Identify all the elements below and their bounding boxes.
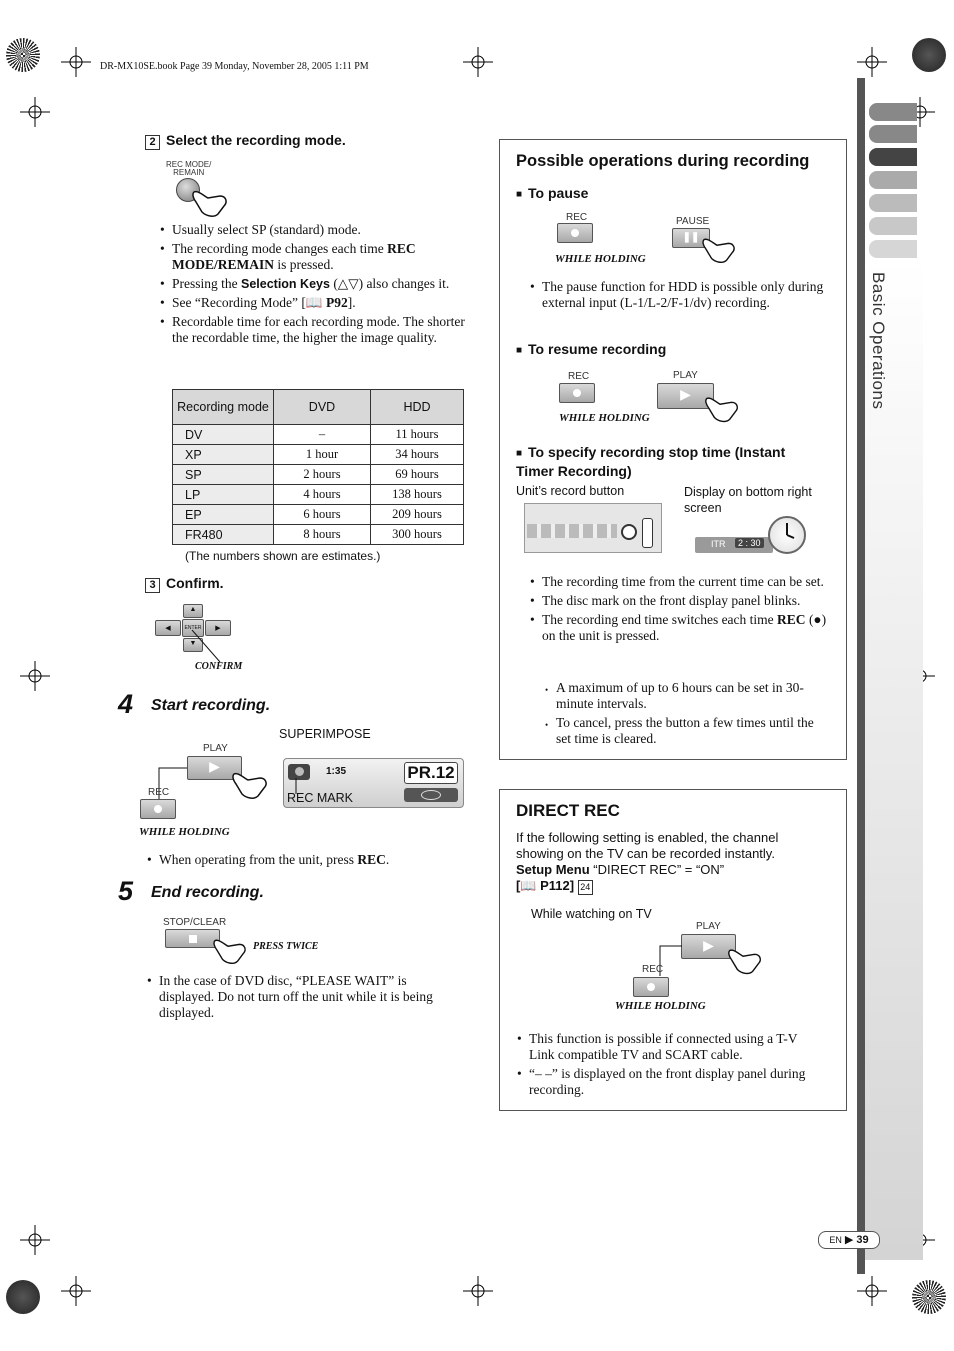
arrow-right-icon: ▶	[844, 1234, 854, 1246]
bullet-item: • The recording mode changes each time REC MODE/REMAIN is pressed.	[158, 241, 466, 273]
registration-mark	[463, 1276, 493, 1306]
itr-text: ITR	[711, 539, 726, 549]
column-header: Recording mode	[173, 390, 274, 425]
bullet-item: • The recording end time switches each time REC (●) on the unit is pressed.	[528, 612, 828, 644]
table-row: DV – 11 hours	[173, 425, 464, 445]
pause-bullets	[528, 279, 828, 314]
registration-mark	[857, 1276, 887, 1306]
table-row: EP 6 hours 209 hours	[173, 505, 464, 525]
sub-bullet-item: • To cancel, press the button a few times until the set time is cleared.	[542, 715, 832, 747]
page-ref-link[interactable]: [📖 P112]	[516, 878, 575, 893]
sub-bullet-item: • A maximum of up to 6 hours can be set in 30-minute intervals.	[542, 680, 832, 712]
enter-button[interactable]: ENTER	[182, 619, 204, 637]
color-wheel-mark	[912, 38, 946, 72]
section-tab[interactable]	[869, 240, 917, 258]
section-tab[interactable]	[869, 171, 917, 189]
table-row: FR480 8 hours 300 hours	[173, 525, 464, 545]
rec-mark-icon	[288, 764, 310, 780]
table-row: XP 1 hour 34 hours	[173, 445, 464, 465]
registration-mark	[857, 47, 887, 77]
stop-clear-label: STOP/CLEAR	[163, 917, 227, 928]
while-holding-caption: WHILE HOLDING	[559, 412, 650, 424]
pause-label: PAUSE	[676, 216, 710, 227]
hand-icon	[210, 935, 250, 970]
clock-icon	[768, 516, 806, 554]
table-note: (The numbers shown are estimates.)	[185, 549, 381, 563]
ref-number-box: 24	[578, 880, 593, 895]
bullet-item: • Usually select SP (standard) mode.	[158, 222, 466, 238]
rec-mode-label	[166, 161, 211, 177]
press-twice-caption: PRESS TWICE	[253, 941, 319, 952]
superimpose-label: SUPERIMPOSE	[279, 727, 371, 741]
play-button[interactable]: ▶	[681, 934, 736, 959]
itr-sub-bullets	[542, 680, 832, 750]
side-tab-label: Basic Operations	[869, 272, 888, 410]
color-wheel-mark	[6, 1280, 40, 1314]
direct-rec-body: If the following setting is enabled, the channel showing on the TV can be recorded instantly. Setup Menu “DIRECT REC” = “ON” [📖 P112] 24	[516, 830, 779, 893]
rec-button[interactable]	[557, 223, 593, 243]
up-arrow-button[interactable]: ▲	[183, 604, 203, 618]
pointer-line	[190, 628, 230, 664]
display-time: 1:35	[326, 766, 347, 777]
rec-dot-icon	[571, 229, 579, 237]
hand-icon	[703, 392, 741, 429]
step-number: 3	[145, 578, 160, 593]
step-number: 2	[145, 135, 160, 150]
section-tab[interactable]	[869, 217, 917, 235]
step5-bullets	[145, 973, 445, 1024]
direct-rec-box	[499, 789, 847, 1111]
registration-mark	[463, 47, 493, 77]
while-holding-caption: WHILE HOLDING	[139, 826, 230, 838]
play-button[interactable]: ▶	[187, 756, 242, 780]
side-bar	[857, 78, 865, 1274]
rec-dot-icon	[154, 805, 162, 813]
recording-mode-table	[172, 389, 464, 545]
panel-slider	[642, 518, 653, 548]
unit-record-button-label: Unit’s record button	[516, 484, 625, 498]
step4-bullets	[145, 852, 465, 871]
column-header: HDD	[371, 390, 464, 425]
step3-heading	[145, 575, 224, 593]
rec-mode-label-line1: REC MODE/	[166, 160, 212, 169]
itr-display	[695, 537, 773, 553]
hand-icon	[230, 768, 270, 805]
panel-jacks	[527, 524, 617, 538]
section-tab[interactable]	[869, 125, 917, 143]
color-wheel-mark	[912, 1280, 946, 1314]
page-number: 39	[856, 1234, 869, 1246]
confirm-caption: CONFIRM	[195, 661, 243, 672]
table-header-row	[173, 390, 464, 425]
step5-number: 5	[118, 876, 134, 906]
direct-rec-title: DIRECT REC	[516, 801, 620, 820]
play-button[interactable]: ▶	[657, 383, 714, 409]
watching-label: While watching on TV	[531, 907, 652, 921]
table-row: SP 2 hours 69 hours	[173, 465, 464, 485]
section-tab[interactable]	[869, 194, 917, 212]
color-wheel-mark	[6, 38, 40, 72]
hand-icon	[190, 186, 230, 223]
disc-icon	[404, 788, 458, 802]
file-info-header: DR-MX10SE.book Page 39 Monday, November 28, 2005 1:11 PM	[100, 61, 369, 72]
rec-label: REC	[642, 964, 664, 975]
bullet-item: • “– –” is displayed on the front display panel during recording.	[515, 1066, 815, 1098]
bullet-item: • The disc mark on the front display panel blinks.	[528, 593, 828, 609]
step-title: Confirm.	[166, 575, 224, 591]
left-arrow-button[interactable]: ◀	[155, 620, 181, 636]
lang-label: EN	[829, 1235, 842, 1245]
rec-button[interactable]	[633, 977, 669, 997]
itr-time: 2 : 30	[735, 538, 764, 548]
play-label: PLAY	[203, 743, 228, 754]
bullet-item: • This function is possible if connected using a T-V Link compatible TV and SCART cable.	[515, 1031, 815, 1063]
bullet-item: • The pause function for HDD is possible only during external input (L-1/L-2/F-1/dv) recording.	[528, 279, 828, 311]
while-holding-caption: WHILE HOLDING	[615, 1000, 706, 1012]
rec-mark-label: REC MARK	[287, 791, 353, 805]
registration-mark	[61, 1276, 91, 1306]
resume-title: ■ To resume recording	[516, 341, 666, 357]
rec-dot-icon	[573, 389, 581, 397]
table-row: LP 4 hours 138 hours	[173, 485, 464, 505]
rec-dot-icon	[647, 983, 655, 991]
bullet-item: • In the case of DVD disc, “PLEASE WAIT” is displayed. Do not turn off the unit while it is being displayed.	[145, 973, 445, 1021]
right-arrow-button[interactable]: ▶	[205, 620, 231, 636]
record-button-circle[interactable]	[621, 524, 637, 540]
section-tab[interactable]	[869, 148, 917, 166]
section-tab[interactable]	[869, 103, 917, 121]
rec-button[interactable]	[559, 383, 595, 403]
unit-front-panel	[524, 503, 662, 553]
play-label: PLAY	[673, 370, 698, 381]
bullet-item: • Recordable time for each recording mode. The shorter the recordable time, the higher the image quality.	[158, 314, 466, 346]
registration-mark	[20, 1225, 50, 1255]
operations-title: Possible operations during recording	[516, 152, 810, 170]
registration-mark	[61, 47, 91, 77]
registration-mark	[20, 661, 50, 691]
step-title: Select the recording mode.	[166, 132, 346, 148]
itr-title: ■ To specify recording stop time (Instant Timer Recording)	[516, 444, 826, 480]
bullet-item: • Pressing the Selection Keys (△▽) also changes it.	[158, 276, 466, 292]
stop-icon	[189, 935, 197, 943]
step2-heading	[145, 132, 346, 150]
display-bottom-right-label: Display on bottom right screen	[684, 485, 812, 515]
hand-icon	[700, 234, 738, 269]
operations-box	[499, 139, 847, 760]
step2-bullets	[158, 222, 466, 349]
bullet-item: • The recording time from the current time can be set.	[528, 574, 828, 590]
step4-number: 4	[118, 689, 134, 719]
side-gradient	[865, 260, 923, 1260]
down-arrow-button[interactable]: ▼	[183, 638, 203, 652]
bullet-item: • See “Recording Mode” [📖 P92].	[158, 295, 466, 311]
itr-bullets	[528, 574, 828, 647]
bullet-item: • When operating from the unit, press REC.	[145, 852, 465, 868]
rec-label: REC	[148, 787, 170, 798]
rec-label: REC	[566, 212, 588, 223]
rec-button[interactable]	[140, 799, 176, 819]
play-label: PLAY	[696, 921, 721, 932]
step4-title: Start recording.	[151, 697, 271, 714]
while-holding-caption: WHILE HOLDING	[555, 253, 646, 265]
pause-button[interactable]: ❚❚	[672, 228, 710, 248]
page-number-badge	[818, 1231, 880, 1249]
column-header: DVD	[274, 390, 371, 425]
hand-icon	[726, 944, 764, 981]
rec-label: REC	[568, 371, 590, 382]
registration-mark	[20, 97, 50, 127]
direct-rec-bullets	[515, 1031, 815, 1101]
page-ref-link[interactable]: 📖 P92	[305, 295, 348, 310]
display-channel: PR.12	[404, 762, 458, 784]
step5-title: End recording.	[151, 884, 264, 901]
pause-title: ■ To pause	[516, 185, 588, 201]
rec-mode-label-line2: REMAIN	[173, 168, 205, 177]
